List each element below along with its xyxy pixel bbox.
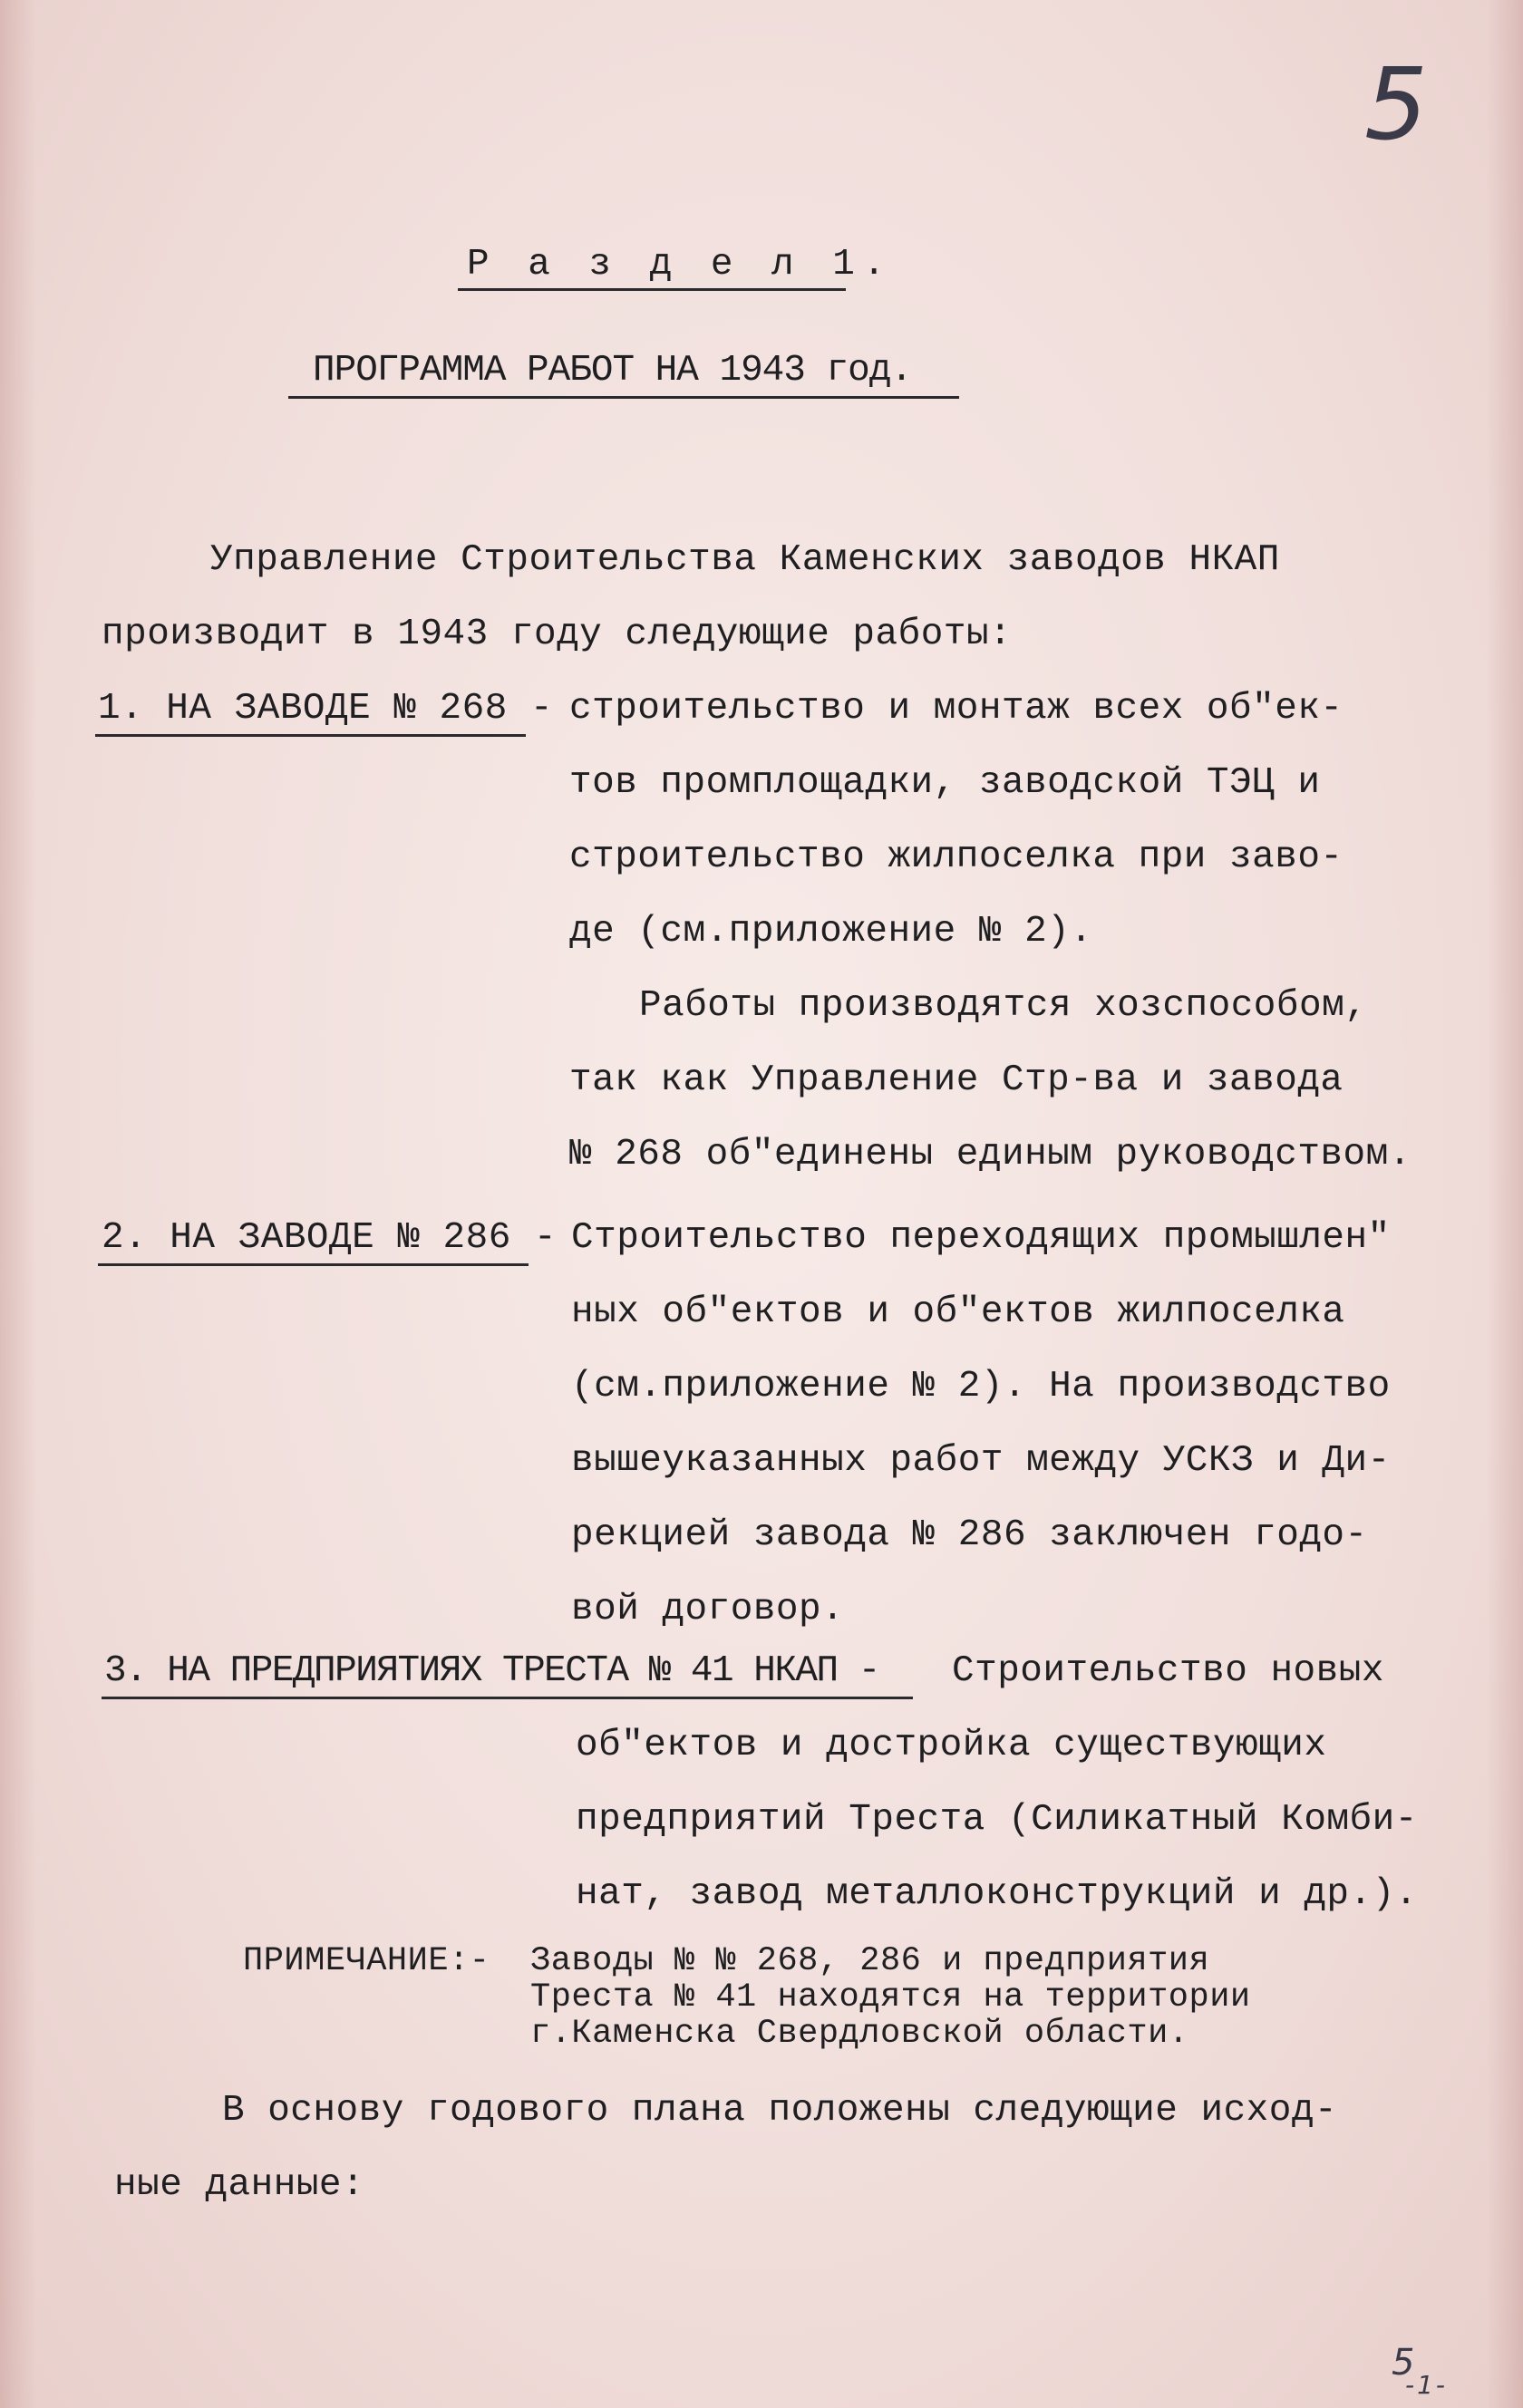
note-label: ПРИМЕЧАНИЕ:-	[243, 1942, 490, 1980]
item-line: нат, завод металлоконструкций и др.).	[576, 1873, 1418, 1915]
bottom-page-marker: -1-	[1405, 2370, 1449, 2400]
item-line: де (см.приложение № 2).	[569, 911, 1093, 953]
item-line: № 268 об"единены единым руководством.	[569, 1134, 1411, 1175]
item-line: так как Управление Стр-ва и завода	[569, 1059, 1344, 1101]
intro-line: Управление Строительства Каменских заводов НКАП	[210, 539, 1280, 581]
item-line: вышеуказанных работ между УСКЗ и Ди-	[571, 1440, 1391, 1482]
program-title: ПРОГРАММА РАБОТ НА 1943 год.	[313, 350, 912, 392]
item-line: рекцией завода № 286 заключен годо-	[571, 1514, 1368, 1556]
item-line: Строительство переходящих промышлен"	[571, 1217, 1391, 1259]
item-line: Работы производятся хозспособом,	[639, 985, 1368, 1027]
item-line: предприятий Треста (Силикатный Комби-	[576, 1799, 1418, 1841]
section-title-underline	[458, 288, 846, 291]
note-line: Заводы № № 268, 286 и предприятия	[530, 1942, 1210, 1980]
note-line: Треста № 41 находятся на территории	[530, 1978, 1251, 2016]
paper-edge-right	[1487, 0, 1523, 2408]
item-line: Строительство новых	[952, 1650, 1384, 1692]
item-line: строительство и монтаж всех об"ек-	[569, 688, 1344, 730]
handwritten-page-number: 5	[1364, 46, 1428, 162]
item-line: ных об"ектов и об"ектов жилпоселка	[571, 1291, 1345, 1333]
handwritten-bottom-number: 5	[1392, 2342, 1415, 2384]
note-line: г.Каменска Свердловской области.	[530, 2015, 1189, 2053]
paper-edge-left	[0, 0, 36, 2408]
closing-line: ные данные:	[114, 2164, 365, 2206]
item-line: об"ектов и достройка существующих	[576, 1725, 1327, 1766]
item-line: (см.приложение № 2). На производство	[571, 1366, 1391, 1407]
intro-line: производит в 1943 году следующие работы:	[102, 614, 1013, 655]
section-title: Р а з д е л 1.	[467, 244, 894, 285]
program-title-underline	[288, 396, 959, 399]
item-label: 3. НА ПРЕДПРИЯТИЯХ ТРЕСТА № 41 НКАП -	[104, 1650, 879, 1692]
item-label-underline	[95, 734, 526, 737]
item-label: 2. НА ЗАВОДЕ № 286 -	[102, 1217, 558, 1259]
item-label-underline	[98, 1263, 529, 1266]
item-label-underline	[102, 1697, 913, 1699]
item-label: 1. НА ЗАВОДЕ № 268 -	[98, 688, 554, 730]
item-line: тов промплощадки, заводской ТЭЦ и	[569, 762, 1321, 804]
item-line: вой договор.	[571, 1589, 845, 1630]
item-line: строительство жилпоселка при заво-	[569, 837, 1344, 878]
closing-line: В основу годового плана положены следующие исход-	[222, 2090, 1338, 2132]
